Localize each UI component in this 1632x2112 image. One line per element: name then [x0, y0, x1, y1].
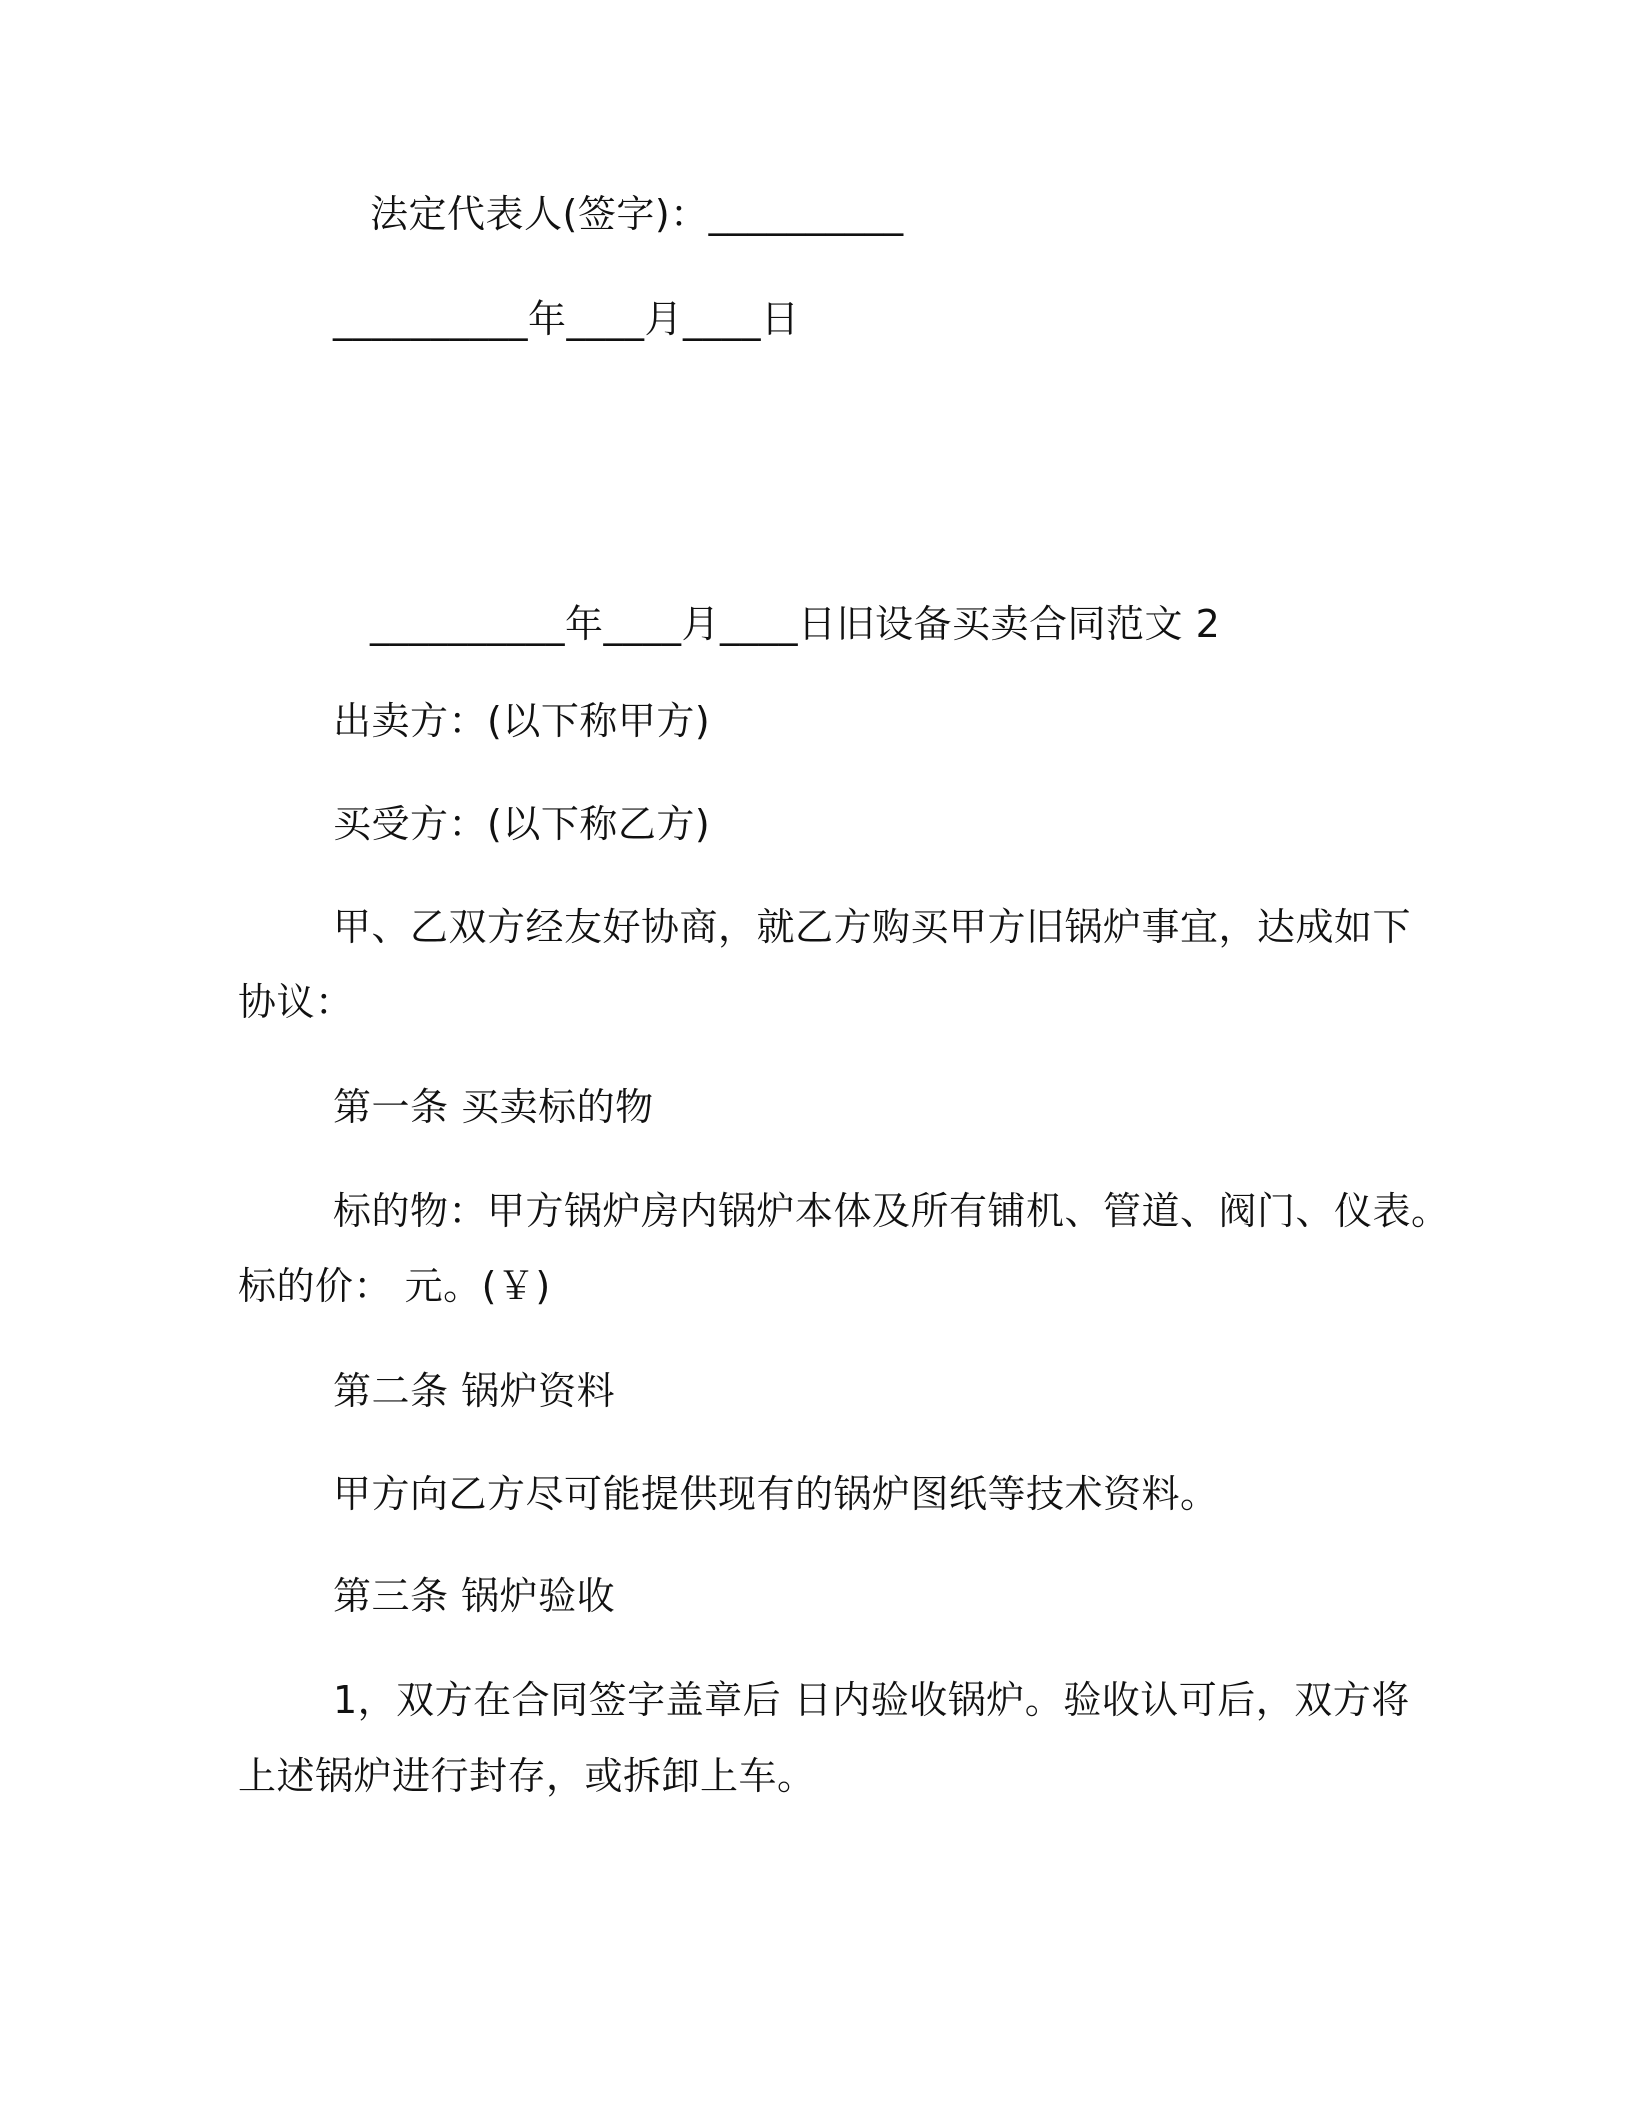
intro-paragraph-line-1: 甲、乙双方经友好协商，就乙方购买甲方旧锅炉事宜，达成如下 [333, 905, 1412, 949]
document-title: __________年____月____日旧设备买卖合同范文 2 [370, 602, 1221, 646]
article-3-item-1-line-2: 上述锅炉进行封存，或拆卸上车。 [238, 1754, 816, 1798]
intro-paragraph-line-2: 协议： [238, 980, 354, 1024]
article-1-heading: 第一条 买卖标的物 [333, 1085, 654, 1129]
date-line: __________年____月____日 [333, 297, 800, 341]
article-3-heading: 第三条 锅炉验收 [333, 1574, 616, 1618]
signature-line: 法定代表人(签字)：__________ [370, 192, 904, 236]
article-3-item-1-line-1: 1，双方在合同签字盖章后 日内验收锅炉。验收认可后，双方将 [333, 1678, 1410, 1722]
article-2-body: 甲方向乙方尽可能提供现有的锅炉图纸等技术资料。 [333, 1472, 1219, 1516]
article-1-line-2: 标的价： 元。(￥) [238, 1264, 551, 1308]
article-1-line-1: 标的物：甲方锅炉房内锅炉本体及所有铺机、管道、阀门、仪表。 [333, 1189, 1450, 1233]
seller-line: 出卖方：(以下称甲方) [333, 699, 711, 743]
article-2-heading: 第二条 锅炉资料 [333, 1369, 616, 1413]
buyer-line: 买受方：(以下称乙方) [333, 802, 711, 846]
